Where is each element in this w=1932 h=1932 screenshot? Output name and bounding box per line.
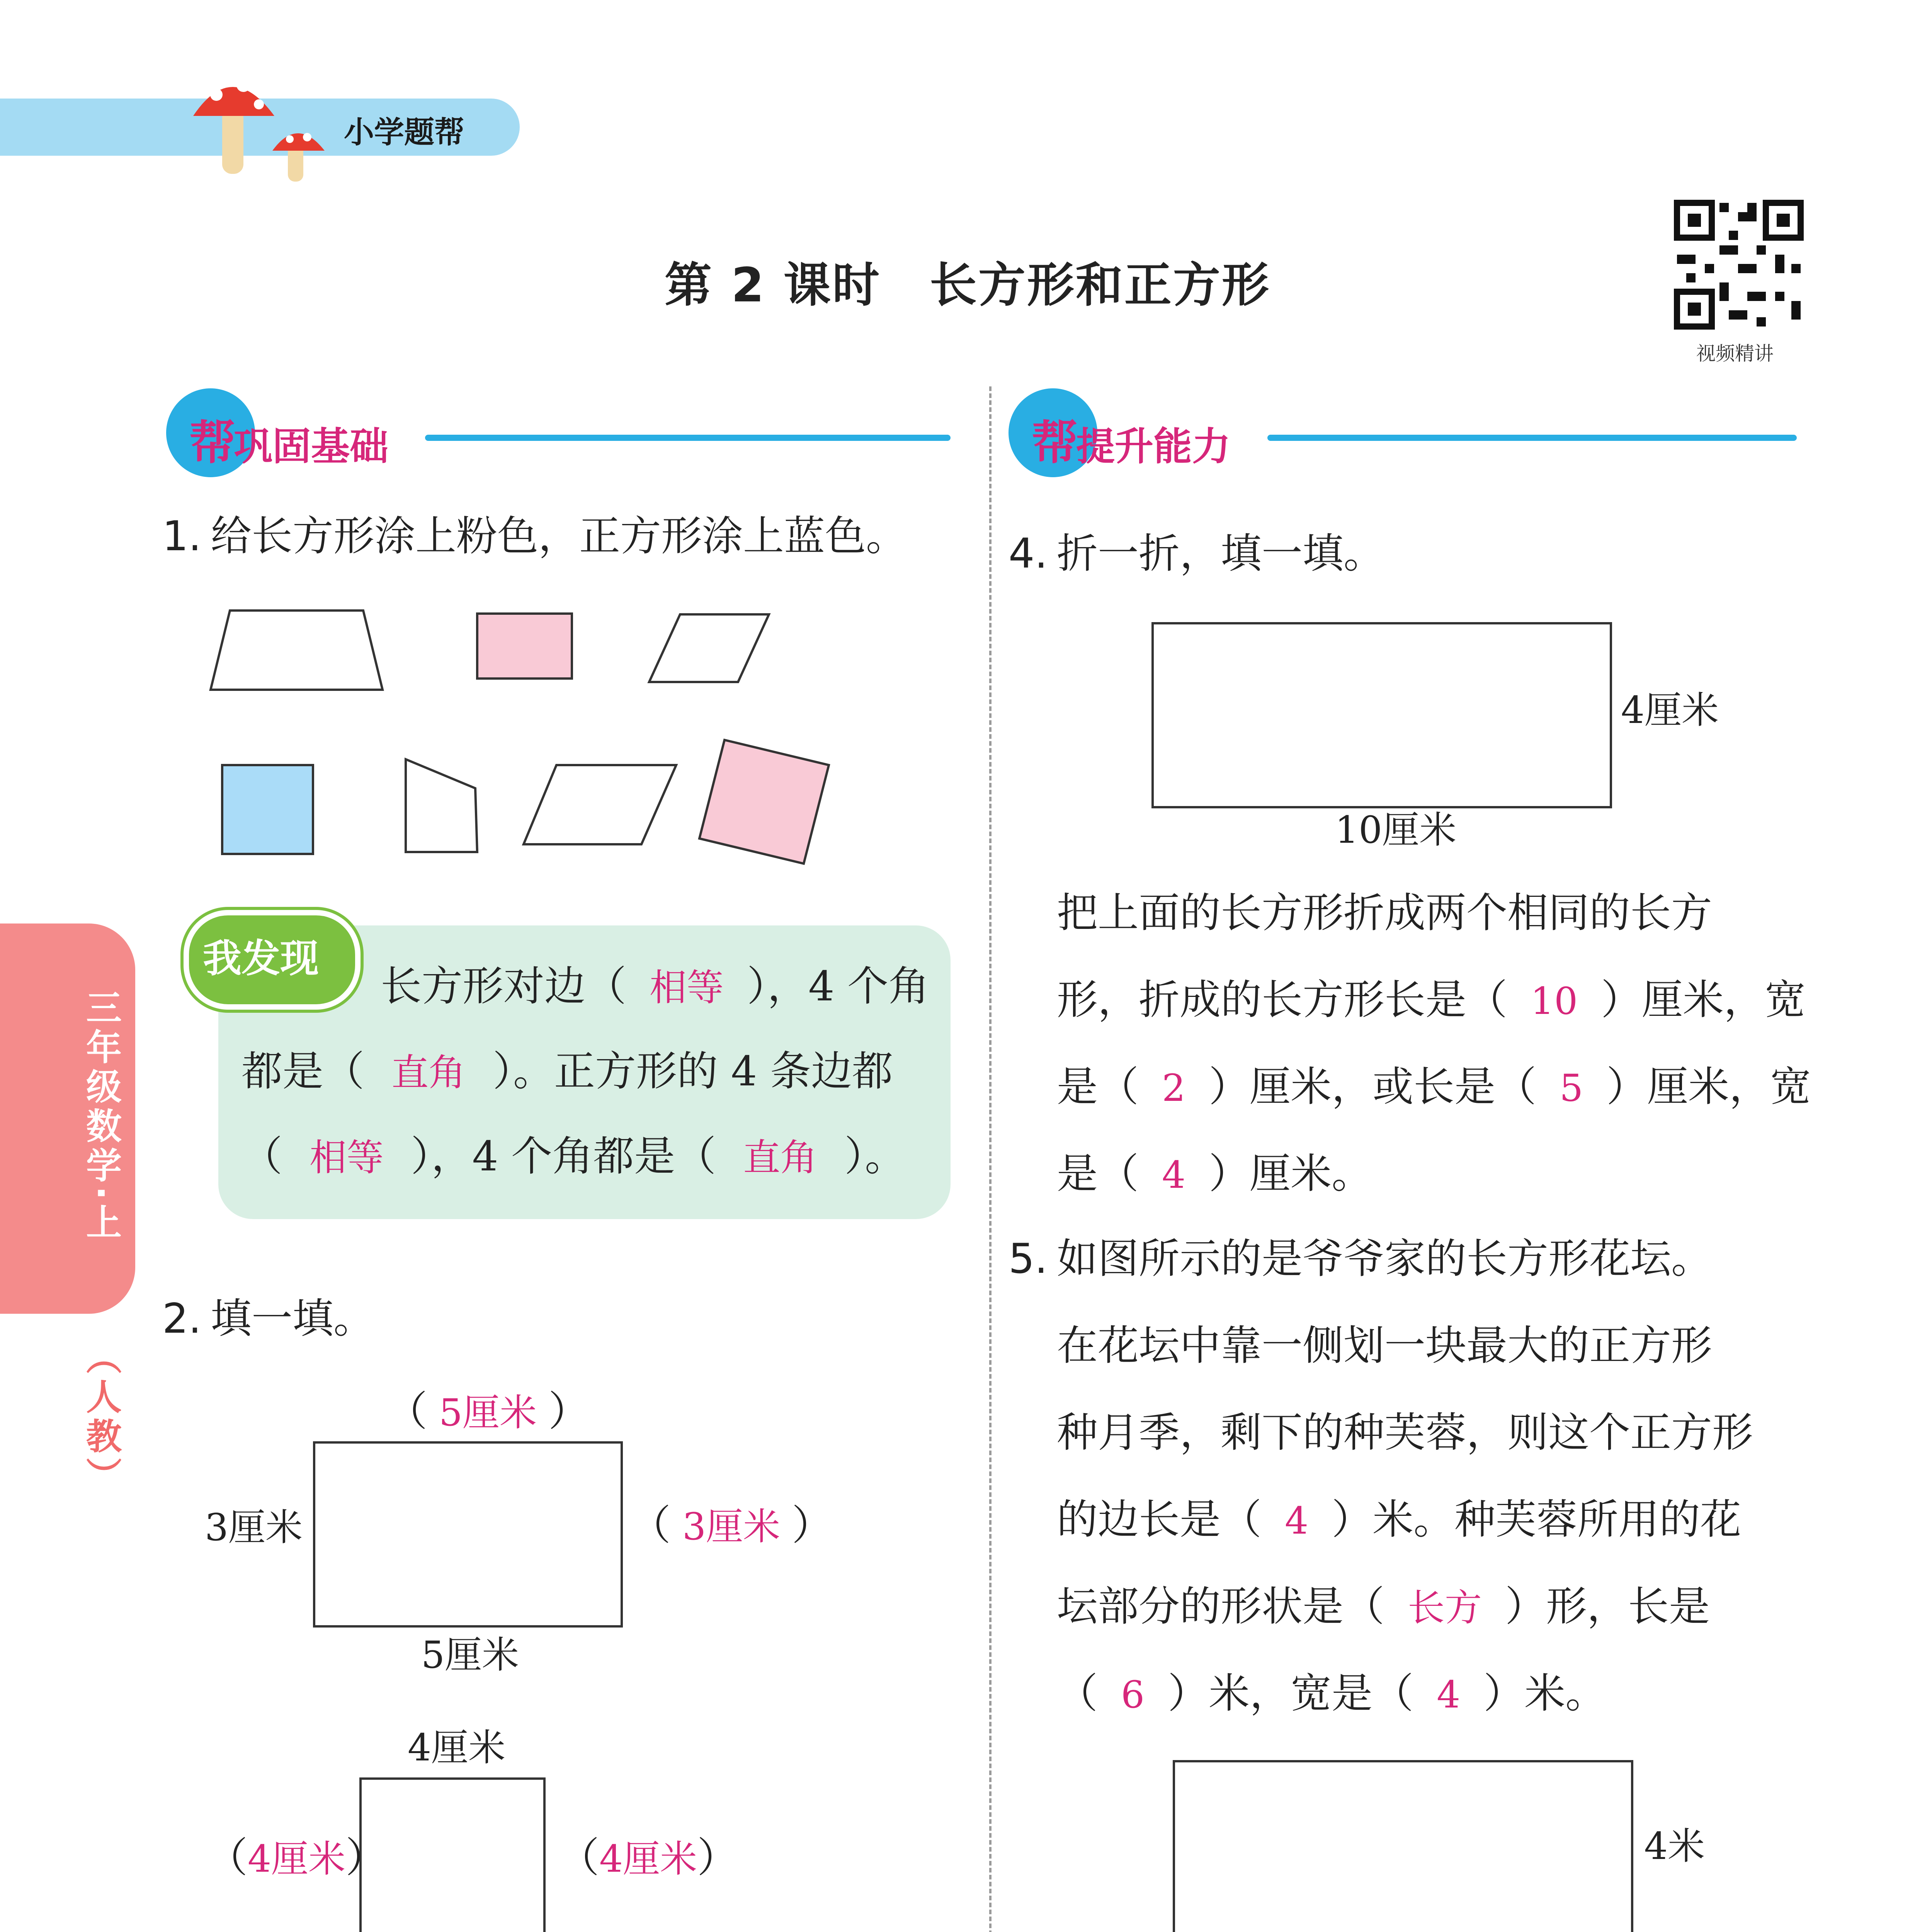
disc-line2-a: 都是（ [242,1048,364,1095]
qr-caption: 视频精讲 [1696,342,1774,365]
q5-answer-2: 长方 [1408,1586,1482,1629]
q4-line1: 把上面的长方形折成两个相同的长方 [1057,889,1712,937]
q2-sq-top-label: 4厘米 [408,1726,506,1769]
q4-width-label: 10厘米 [1335,808,1457,852]
q1-number: 1. [162,512,202,560]
q4-number: 4. [1009,530,1048,577]
blue-square [222,765,313,854]
pink-rotated-rectangle [699,740,829,864]
quadrilateral-shape [406,759,477,852]
q2-rect-right-answer: 3厘米 [682,1505,781,1548]
q4-rectangle [1151,622,1612,808]
disc-answer-1: 相等 [650,966,724,1009]
q2-number: 2. [162,1295,202,1342]
q4-answer-2: 2 [1162,1066,1186,1110]
q5-line2: 在花坛中靠一侧划一块最大的正方形 [1057,1322,1712,1369]
q4-answer-4: 4 [1162,1153,1186,1197]
parallelogram-shape [649,614,769,682]
side-tab-grade: 三年级数学·上 [80,989,122,1243]
section-title-basic: 巩固基础 [234,424,388,469]
q5-answer-3: 6 [1121,1673,1145,1716]
q2-rect-bottom-label: 5厘米 [421,1633,519,1677]
trapezoid-shape [211,611,383,690]
disc-line3-b: ），4 个角都是（ [411,1133,716,1180]
q4-text: 折一折，填一填。 [1057,530,1384,577]
disc-line3-c: ）。 [844,1133,906,1180]
disc-answer-3: 相等 [310,1136,384,1179]
q5-answer-4: 4 [1437,1673,1461,1716]
disc-line3-a: （ [242,1133,282,1180]
disc-line2-b: ）。正方形的 4 条边都 [493,1048,893,1095]
q1-shapes [201,595,858,866]
q4-height-label: 4厘米 [1621,689,1719,732]
q5-flowerbed-rectangle [1173,1760,1633,1932]
q2-sq-left-answer: 4厘米 [248,1837,346,1881]
discovery-label: 我发现 [203,936,319,981]
disc-line1-b: ），4 个角 [747,963,930,1010]
q2-square [359,1777,546,1932]
section-badge-char: 帮 [189,416,236,470]
q5-number: 5. [1009,1235,1048,1282]
q5-line1: 如图所示的是爷爷家的长方形花坛。 [1057,1235,1712,1282]
q2-rect-left-label: 3厘米 [205,1506,303,1549]
q2-sq-right-answer: 4厘米 [599,1837,697,1881]
q4-answer-1: 10 [1531,980,1578,1023]
page-title: 第 2 课时 长方形和正方形 [665,258,1270,313]
q1-text: 给长方形涂上粉色，正方形涂上蓝色。 [211,512,907,560]
q5-answer-1: 4 [1285,1499,1309,1543]
disc-line1-a: 长方形对边（ [381,963,626,1010]
series-name: 小学题帮 [344,115,465,150]
section-title-improve: 提升能力 [1076,424,1231,469]
q2-rectangle [313,1441,623,1628]
pink-rectangle [477,614,572,679]
disc-answer-2: 直角 [391,1051,466,1094]
disc-answer-4: 直角 [743,1136,818,1179]
side-tab-edition: （人教） [80,1339,122,1497]
section-line-basic [425,435,951,441]
q5-line3: 种月季，剩下的种芙蓉，则这个正方形 [1057,1409,1753,1456]
qr-code-icon [1673,199,1804,330]
parallelogram-shape-2 [524,765,676,844]
section-line-improve [1267,435,1797,441]
q2-text: 填一填。 [211,1295,374,1342]
q4-answer-3: 5 [1560,1066,1583,1110]
column-divider [989,386,992,1932]
q2-rect-top-answer: 5厘米 [439,1391,537,1434]
q5-height-label: 4米 [1644,1825,1705,1868]
mushroom-icon [185,58,348,185]
section-badge-char-2: 帮 [1032,416,1078,470]
